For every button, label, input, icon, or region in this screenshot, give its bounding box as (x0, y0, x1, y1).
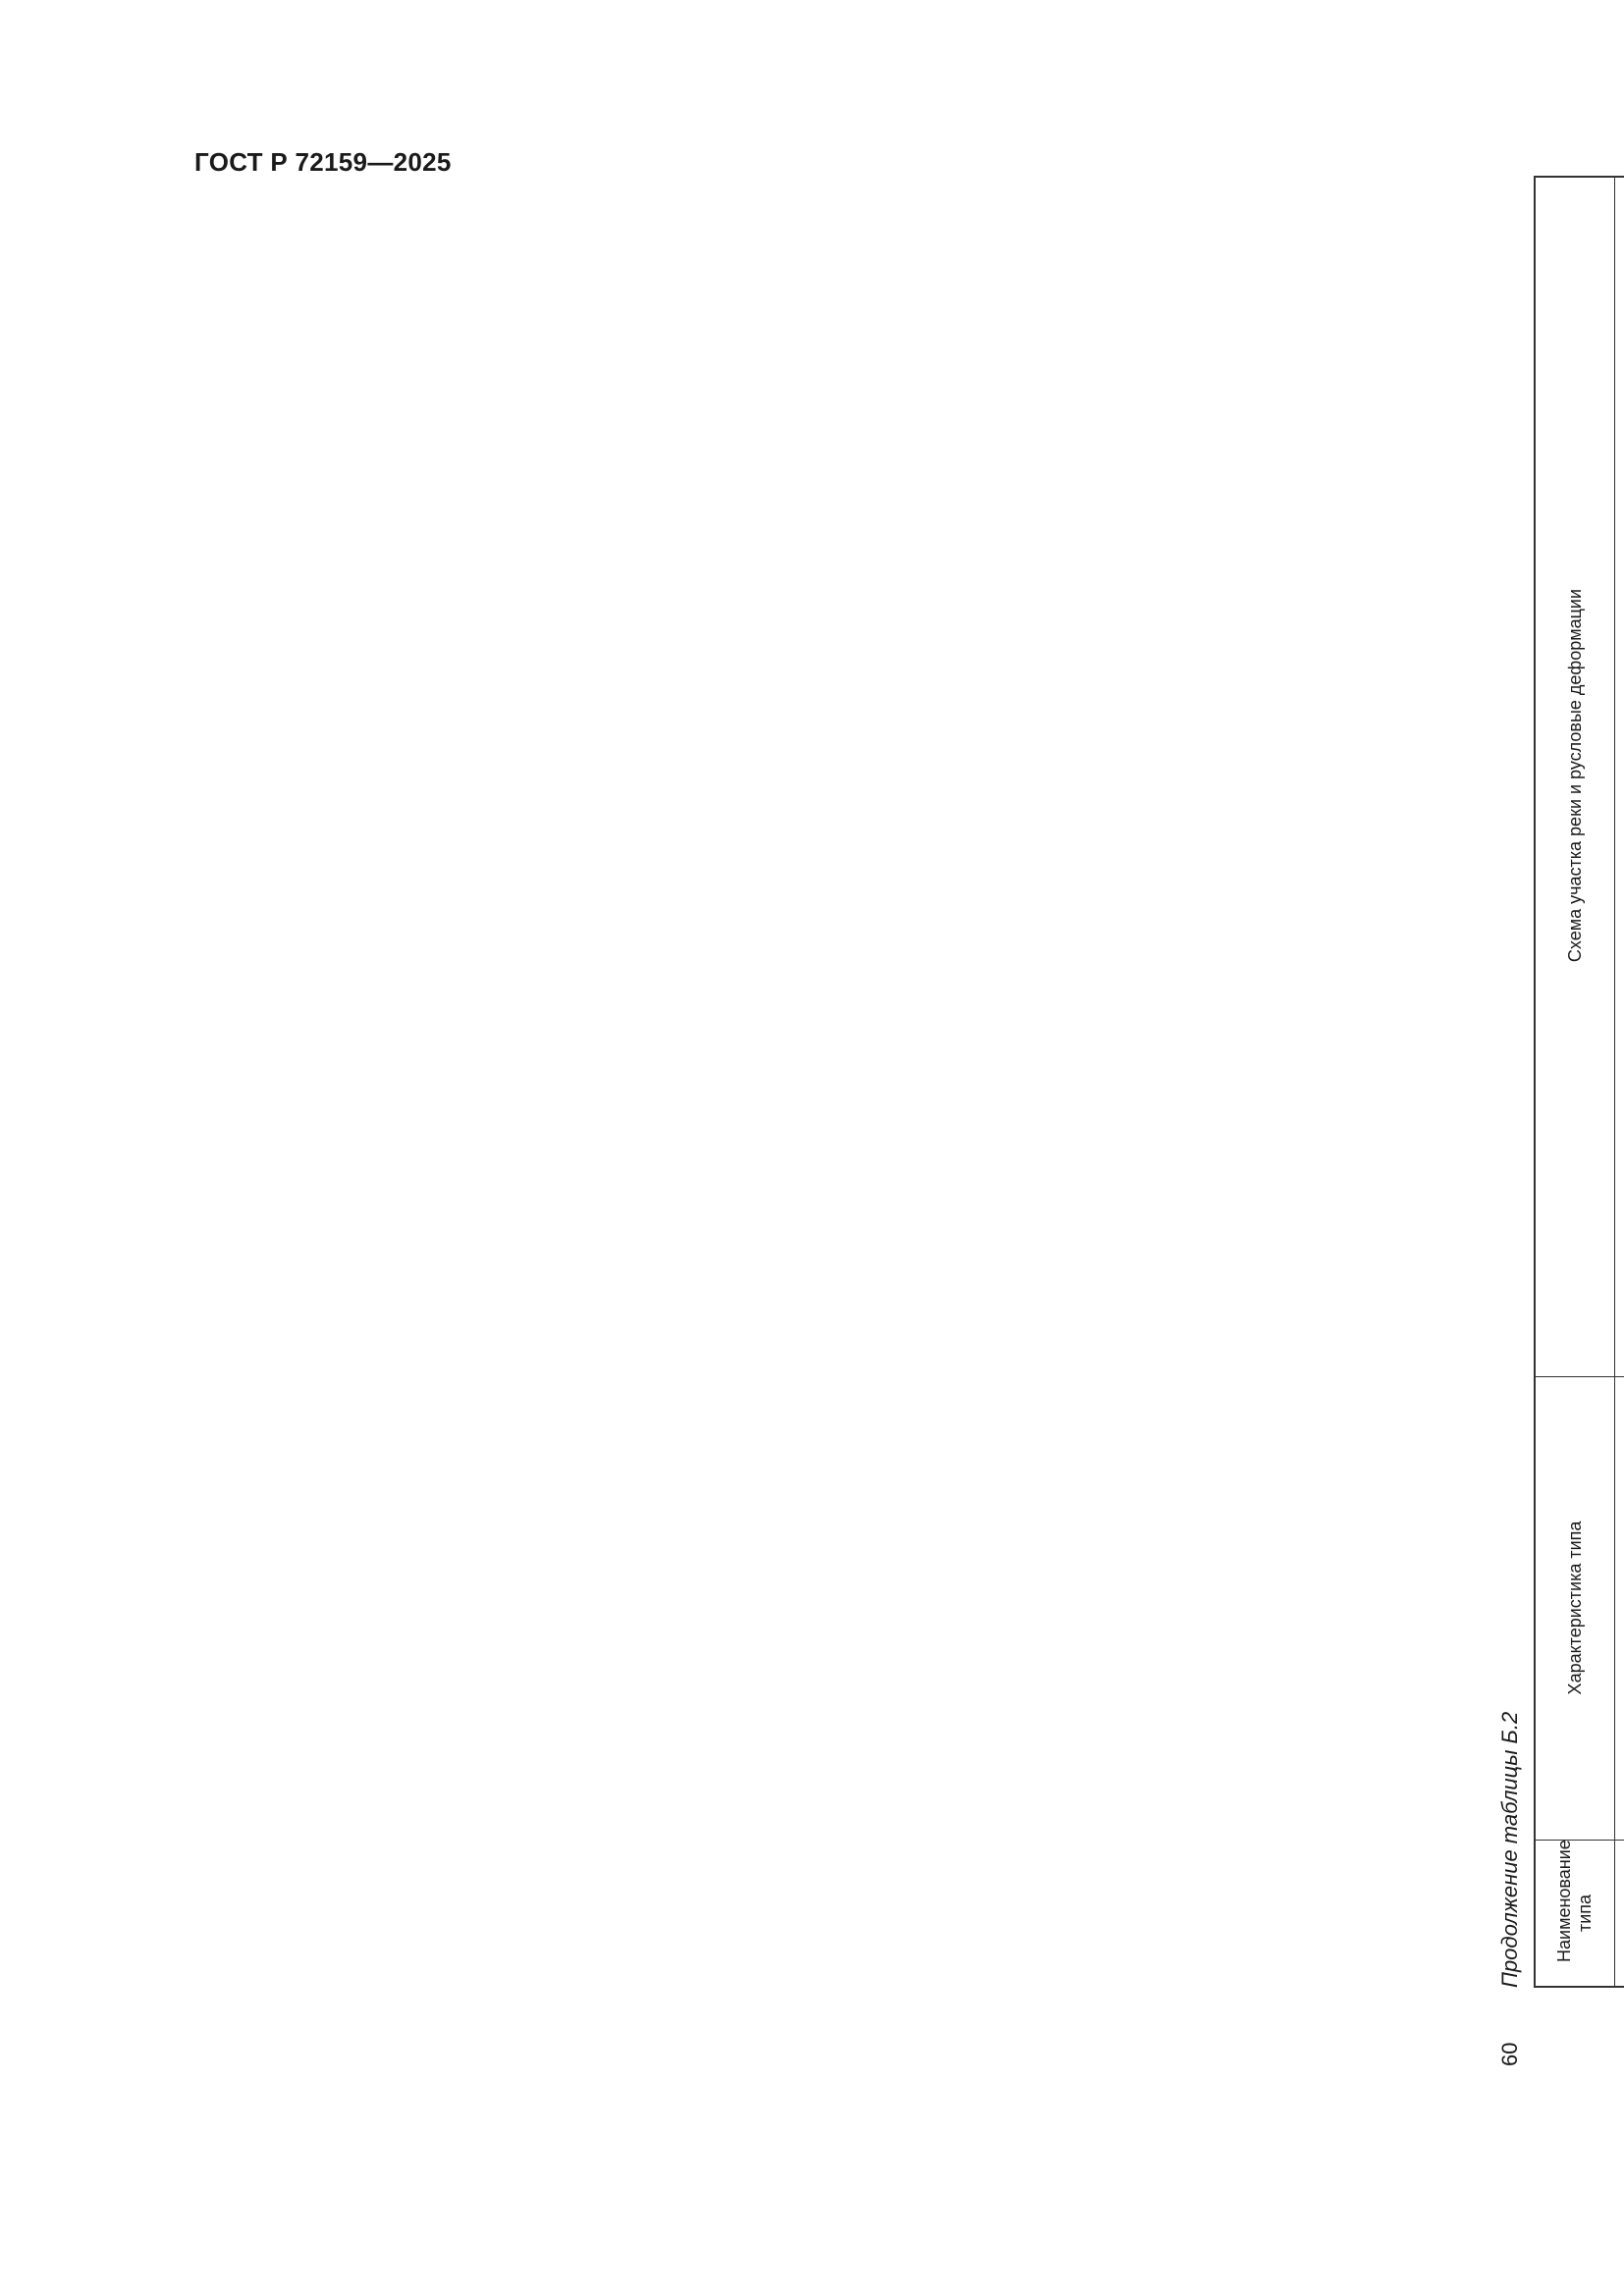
header-name: Наименование типа (1554, 1840, 1595, 1962)
header-scheme: Схема участка реки и русловые деформации (1564, 588, 1585, 963)
section-title (1616, 178, 1624, 1986)
header-characteristic: Характеристика типа (1564, 1521, 1585, 1695)
table (1534, 176, 1624, 1988)
table-caption: Продолжение таблицы Б.2 (1497, 1711, 1522, 1988)
page-number: 60 (1497, 2042, 1522, 2066)
rotated-page (1497, 170, 1624, 2066)
row-divider (1614, 178, 1615, 1986)
document-code: ГОСТ Р 72159—2025 (194, 147, 452, 177)
